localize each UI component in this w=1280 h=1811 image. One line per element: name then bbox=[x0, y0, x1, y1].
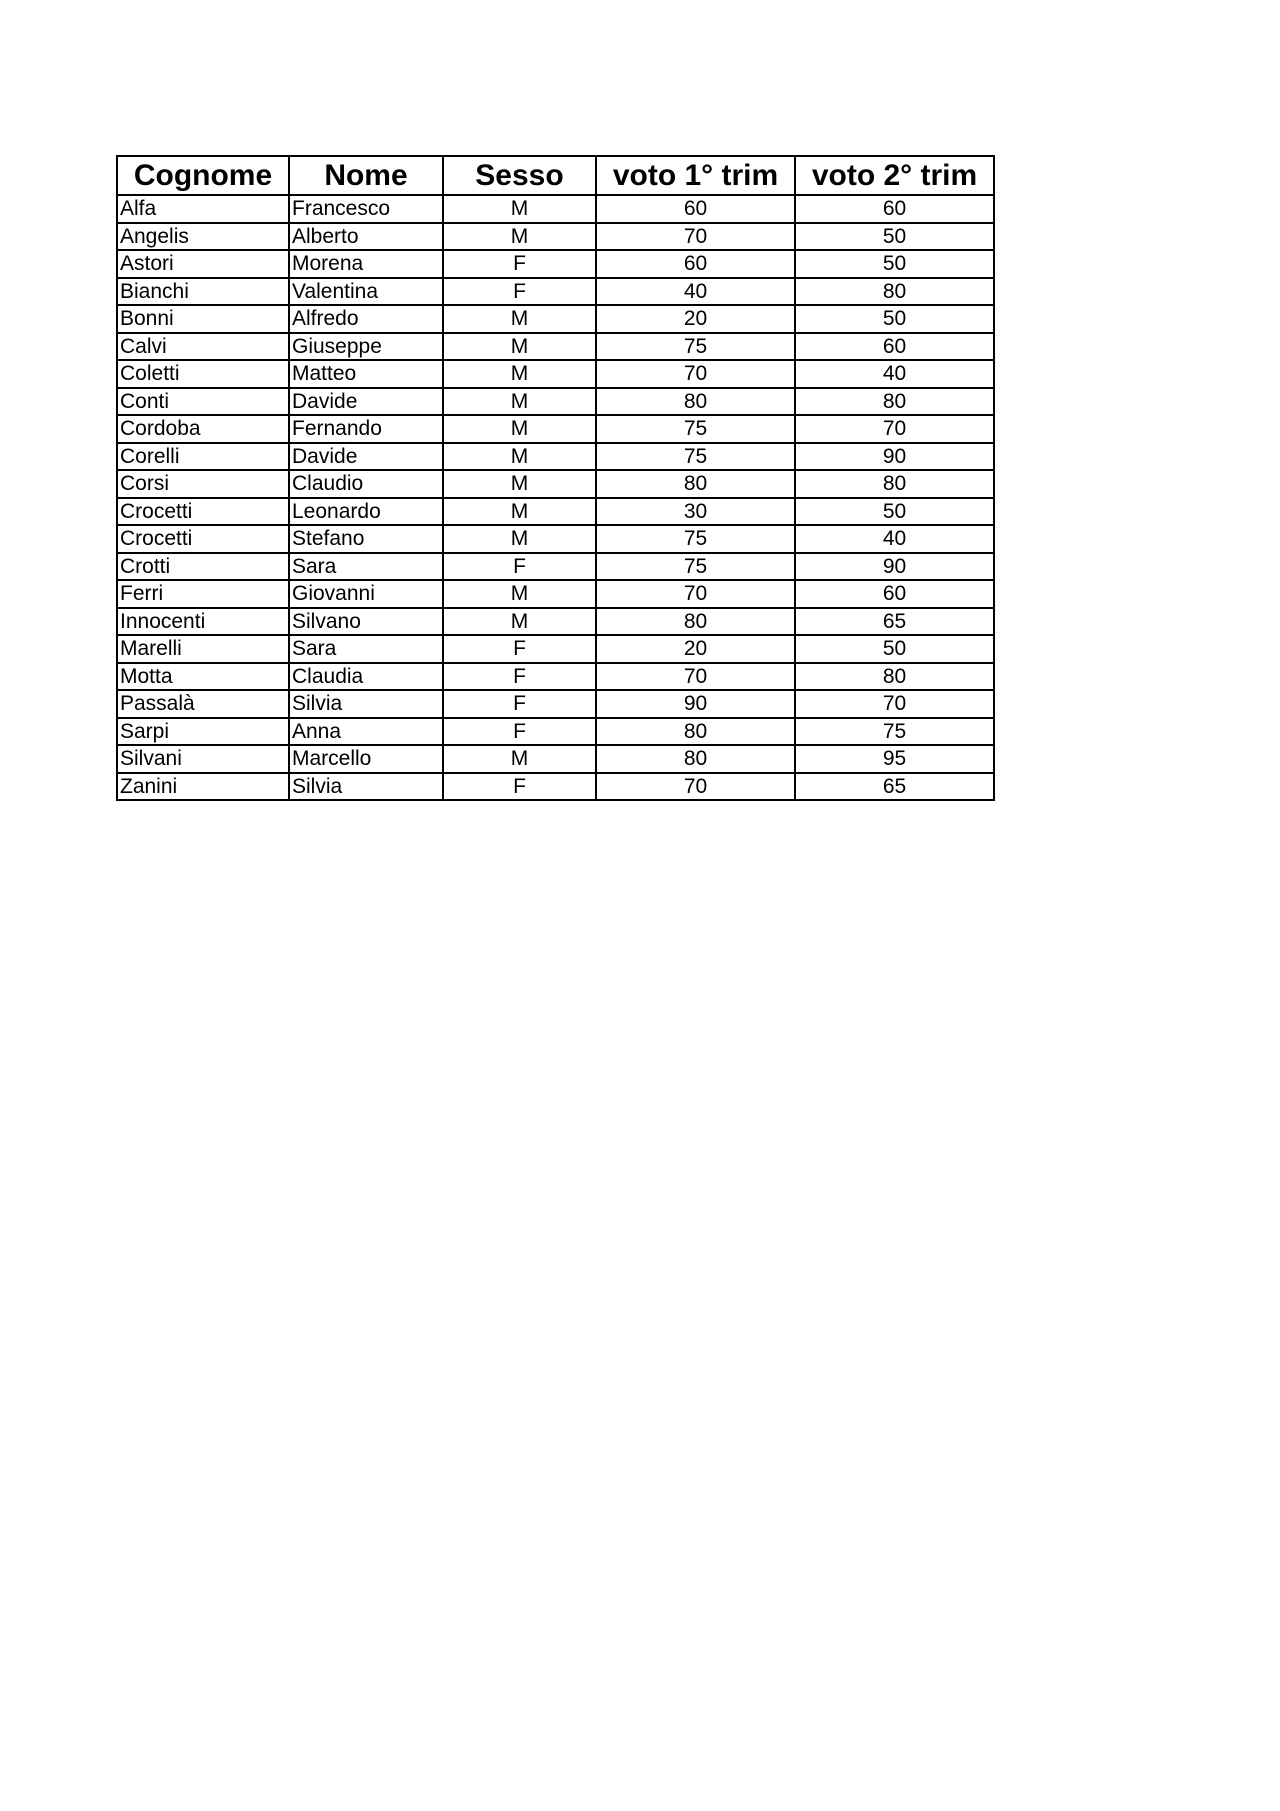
table-row bbox=[117, 718, 994, 746]
cell-voto-1-trim: 70 bbox=[596, 223, 795, 251]
cell-voto-1-trim: 70 bbox=[596, 360, 795, 388]
cell-voto-1-trim: 30 bbox=[596, 498, 795, 526]
table-row bbox=[117, 333, 994, 361]
cell-sesso: F bbox=[443, 718, 596, 746]
cell-nome: Davide bbox=[289, 443, 443, 471]
cell-sesso: F bbox=[443, 250, 596, 278]
cell-voto-1-trim: 80 bbox=[596, 608, 795, 636]
cell-voto-1-trim: 20 bbox=[596, 305, 795, 333]
cell-nome: Davide bbox=[289, 388, 443, 416]
cell-nome: Marcello bbox=[289, 745, 443, 773]
grades-table bbox=[116, 155, 995, 801]
cell-nome: Silvia bbox=[289, 773, 443, 801]
cell-voto-2-trim: 80 bbox=[795, 470, 994, 498]
cell-nome: Alfredo bbox=[289, 305, 443, 333]
cell-nome: Morena bbox=[289, 250, 443, 278]
cell-voto-2-trim: 70 bbox=[795, 690, 994, 718]
cell-cognome: Conti bbox=[117, 388, 289, 416]
cell-voto-2-trim: 80 bbox=[795, 278, 994, 306]
table-row bbox=[117, 305, 994, 333]
cell-cognome: Sarpi bbox=[117, 718, 289, 746]
cell-sesso: M bbox=[443, 195, 596, 223]
cell-cognome: Crotti bbox=[117, 553, 289, 581]
cell-cognome: Bonni bbox=[117, 305, 289, 333]
cell-nome: Anna bbox=[289, 718, 443, 746]
cell-sesso: F bbox=[443, 690, 596, 718]
header-voto-1-trim: voto 1° trim bbox=[596, 156, 795, 195]
cell-cognome: Corsi bbox=[117, 470, 289, 498]
cell-voto-1-trim: 75 bbox=[596, 525, 795, 553]
cell-nome: Giuseppe bbox=[289, 333, 443, 361]
cell-cognome: Silvani bbox=[117, 745, 289, 773]
cell-cognome: Corelli bbox=[117, 443, 289, 471]
cell-nome: Francesco bbox=[289, 195, 443, 223]
cell-voto-1-trim: 70 bbox=[596, 580, 795, 608]
table-row bbox=[117, 360, 994, 388]
cell-voto-2-trim: 40 bbox=[795, 525, 994, 553]
cell-voto-2-trim: 40 bbox=[795, 360, 994, 388]
cell-cognome: Innocenti bbox=[117, 608, 289, 636]
cell-nome: Matteo bbox=[289, 360, 443, 388]
cell-sesso: F bbox=[443, 278, 596, 306]
spreadsheet-page bbox=[116, 155, 995, 801]
cell-cognome: Cordoba bbox=[117, 415, 289, 443]
cell-cognome: Angelis bbox=[117, 223, 289, 251]
cell-nome: Stefano bbox=[289, 525, 443, 553]
cell-voto-1-trim: 20 bbox=[596, 635, 795, 663]
cell-cognome: Crocetti bbox=[117, 498, 289, 526]
cell-nome: Claudio bbox=[289, 470, 443, 498]
cell-sesso: M bbox=[443, 745, 596, 773]
cell-sesso: M bbox=[443, 305, 596, 333]
cell-nome: Sara bbox=[289, 553, 443, 581]
cell-nome: Valentina bbox=[289, 278, 443, 306]
cell-nome: Alberto bbox=[289, 223, 443, 251]
table-row bbox=[117, 443, 994, 471]
cell-voto-2-trim: 60 bbox=[795, 195, 994, 223]
cell-cognome: Motta bbox=[117, 663, 289, 691]
cell-voto-1-trim: 70 bbox=[596, 663, 795, 691]
cell-cognome: Marelli bbox=[117, 635, 289, 663]
cell-voto-2-trim: 50 bbox=[795, 250, 994, 278]
cell-cognome: Coletti bbox=[117, 360, 289, 388]
header-nome: Nome bbox=[289, 156, 443, 195]
cell-sesso: F bbox=[443, 773, 596, 801]
cell-sesso: M bbox=[443, 580, 596, 608]
cell-cognome: Calvi bbox=[117, 333, 289, 361]
cell-cognome: Alfa bbox=[117, 195, 289, 223]
cell-voto-2-trim: 80 bbox=[795, 388, 994, 416]
cell-sesso: F bbox=[443, 635, 596, 663]
cell-sesso: F bbox=[443, 553, 596, 581]
table-row bbox=[117, 745, 994, 773]
cell-cognome: Zanini bbox=[117, 773, 289, 801]
cell-sesso: M bbox=[443, 443, 596, 471]
table-row bbox=[117, 525, 994, 553]
cell-voto-1-trim: 80 bbox=[596, 745, 795, 773]
cell-voto-2-trim: 65 bbox=[795, 608, 994, 636]
cell-voto-2-trim: 95 bbox=[795, 745, 994, 773]
cell-nome: Claudia bbox=[289, 663, 443, 691]
cell-voto-2-trim: 70 bbox=[795, 415, 994, 443]
cell-voto-2-trim: 60 bbox=[795, 333, 994, 361]
table-body bbox=[117, 195, 994, 800]
cell-sesso: M bbox=[443, 415, 596, 443]
cell-voto-1-trim: 90 bbox=[596, 690, 795, 718]
cell-sesso: M bbox=[443, 608, 596, 636]
table-row bbox=[117, 663, 994, 691]
cell-voto-1-trim: 60 bbox=[596, 250, 795, 278]
cell-voto-1-trim: 40 bbox=[596, 278, 795, 306]
header-voto-2-trim: voto 2° trim bbox=[795, 156, 994, 195]
cell-voto-2-trim: 50 bbox=[795, 305, 994, 333]
cell-voto-1-trim: 75 bbox=[596, 443, 795, 471]
cell-sesso: M bbox=[443, 470, 596, 498]
table-row bbox=[117, 278, 994, 306]
cell-sesso: M bbox=[443, 525, 596, 553]
cell-sesso: M bbox=[443, 388, 596, 416]
cell-voto-1-trim: 75 bbox=[596, 333, 795, 361]
cell-sesso: M bbox=[443, 498, 596, 526]
cell-voto-2-trim: 60 bbox=[795, 580, 994, 608]
cell-nome: Silvano bbox=[289, 608, 443, 636]
table-row bbox=[117, 223, 994, 251]
cell-cognome: Ferri bbox=[117, 580, 289, 608]
cell-voto-2-trim: 65 bbox=[795, 773, 994, 801]
table-row bbox=[117, 250, 994, 278]
cell-voto-1-trim: 70 bbox=[596, 773, 795, 801]
cell-nome: Giovanni bbox=[289, 580, 443, 608]
cell-nome: Fernando bbox=[289, 415, 443, 443]
cell-voto-1-trim: 80 bbox=[596, 718, 795, 746]
cell-voto-1-trim: 60 bbox=[596, 195, 795, 223]
cell-voto-1-trim: 75 bbox=[596, 415, 795, 443]
table-row bbox=[117, 470, 994, 498]
cell-nome: Leonardo bbox=[289, 498, 443, 526]
table-row bbox=[117, 580, 994, 608]
cell-voto-1-trim: 75 bbox=[596, 553, 795, 581]
cell-sesso: M bbox=[443, 360, 596, 388]
cell-nome: Sara bbox=[289, 635, 443, 663]
header-sesso: Sesso bbox=[443, 156, 596, 195]
cell-voto-1-trim: 80 bbox=[596, 470, 795, 498]
cell-voto-2-trim: 50 bbox=[795, 635, 994, 663]
cell-cognome: Passalà bbox=[117, 690, 289, 718]
cell-voto-2-trim: 80 bbox=[795, 663, 994, 691]
table-row bbox=[117, 635, 994, 663]
table-row bbox=[117, 195, 994, 223]
table-row bbox=[117, 553, 994, 581]
cell-nome: Silvia bbox=[289, 690, 443, 718]
cell-sesso: M bbox=[443, 223, 596, 251]
cell-voto-2-trim: 90 bbox=[795, 553, 994, 581]
cell-sesso: F bbox=[443, 663, 596, 691]
cell-cognome: Crocetti bbox=[117, 525, 289, 553]
table-row bbox=[117, 498, 994, 526]
table-row bbox=[117, 773, 994, 801]
table-row bbox=[117, 608, 994, 636]
cell-sesso: M bbox=[443, 333, 596, 361]
cell-voto-2-trim: 75 bbox=[795, 718, 994, 746]
table-row bbox=[117, 415, 994, 443]
cell-voto-2-trim: 50 bbox=[795, 498, 994, 526]
cell-cognome: Bianchi bbox=[117, 278, 289, 306]
table-row bbox=[117, 690, 994, 718]
header-cognome: Cognome bbox=[117, 156, 289, 195]
cell-cognome: Astori bbox=[117, 250, 289, 278]
table-row bbox=[117, 388, 994, 416]
cell-voto-2-trim: 90 bbox=[795, 443, 994, 471]
header-row bbox=[117, 156, 994, 195]
cell-voto-2-trim: 50 bbox=[795, 223, 994, 251]
cell-voto-1-trim: 80 bbox=[596, 388, 795, 416]
